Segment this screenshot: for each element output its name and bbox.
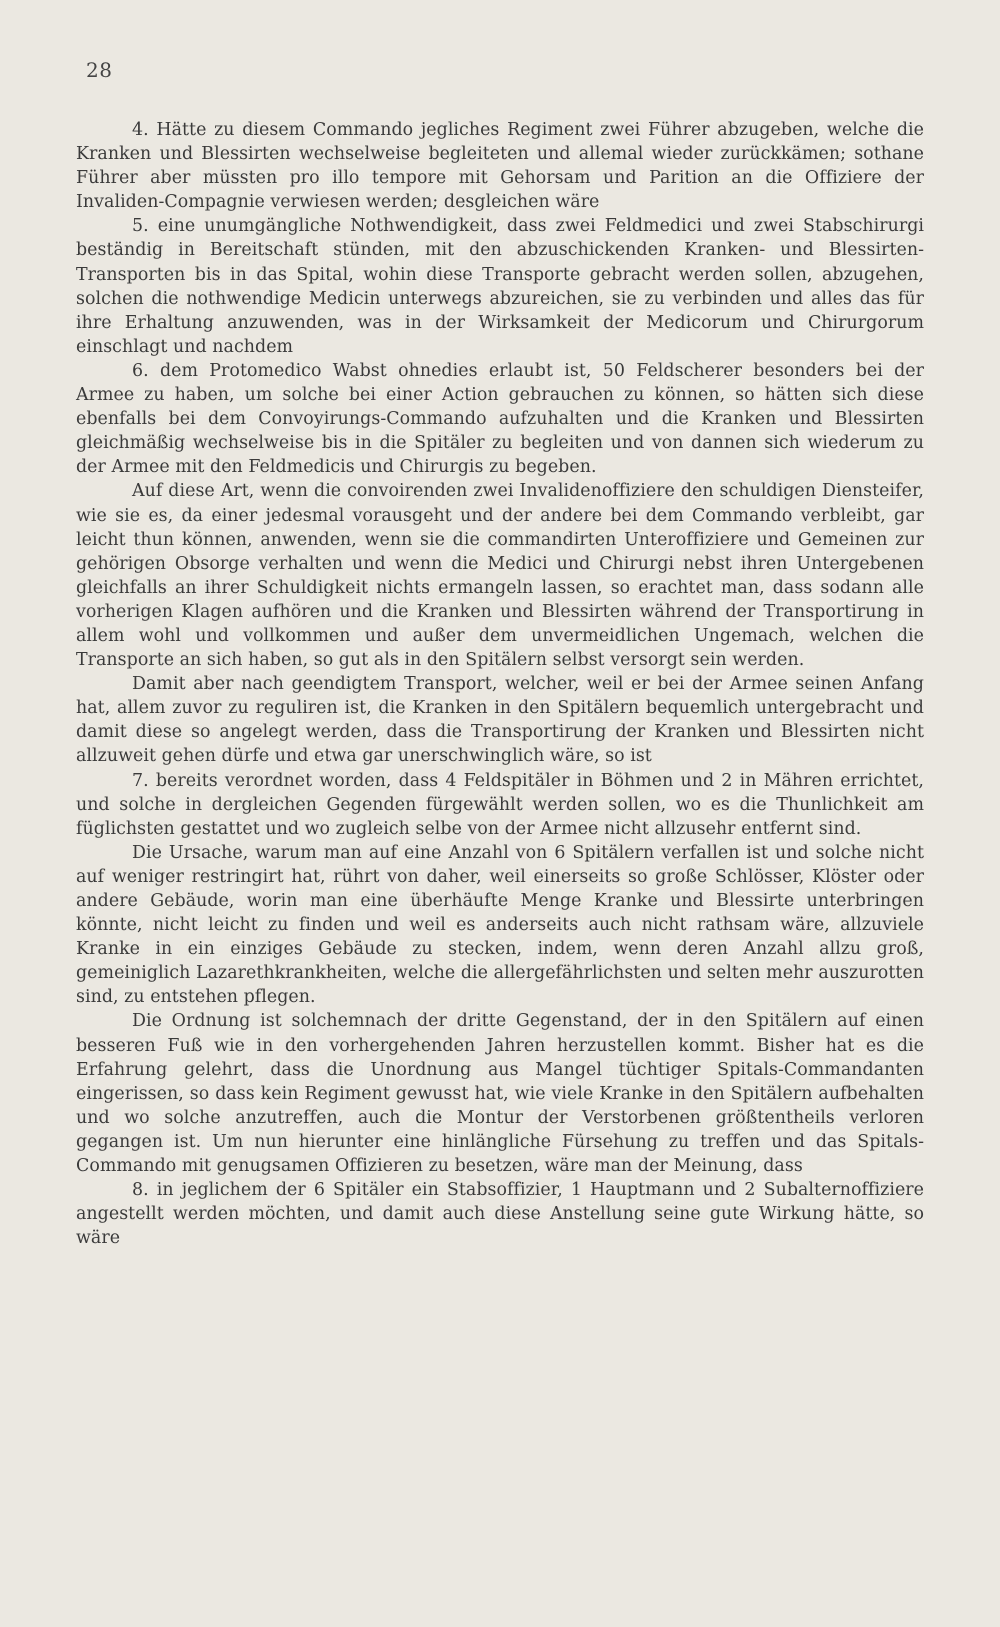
page-number: 28	[86, 58, 113, 82]
paragraph-reason: Die Ursache, warum man auf eine Anzahl von 6 Spitälern verfallen ist und solche nicht auf weniger restringirt hat, rührt von daher, weil einerseits so große Schlösser, Klöster oder andere Gebäude, worin man eine überhäufte Menge Kranke und Blessirte unterbringen könnte, nicht leicht zu finden und weil es anderseits auch nicht rathsam wäre, allzuviele Kranke in ein einziges Gebäude zu stecken, indem, wenn deren Anzahl allzu groß, gemeiniglich Lazarethkrankheiten, welche die allergefährlichsten und selten mehr auszurotten sind, zu entstehen pflegen.	[76, 842, 924, 1008]
paragraph-item-6: 6. dem Protomedico Wabst ohnedies erlaubt ist, 50 Feldscherer besonders bei der Armee zu haben, um solche bei einer Action gebrauchen zu können, so hätten sich diese ebenfalls bei dem Convoyirungs-Commando aufzuhalten und die Kranken und Blessirten gleichmäßig wechselweise bis in die Spitäler zu begleiten und von dannen sich wiederum zu der Armee mit den Feldmedicis und Chirurgis zu begeben.	[76, 360, 924, 478]
paragraph-convoy: Auf diese Art, wenn die convoirenden zwei Invalidenoffiziere den schuldigen Diensteifer, wie sie es, da einer jedesmal vorausgeht und der andere bei dem Commando verbleibt, gar leicht thun können, anwenden, wenn sie die commandirten Unteroffiziere und Gemeinen zur gehörigen Obsorge verhalten und wenn die Medici und Chirurgi nebst ihren Untergebenen gleichfalls an ihrer Schuldigkeit nichts ermangeln lassen, so erachtet man, dass sodann alle vorherigen Klagen aufhören und die Kranken und Blessirten während der Transportirung in allem wohl und vollkommen und außer dem unvermeidlichen Ungemach, welchen die Transporte an sich haben, so gut als in den Spitälern selbst versorgt sein werden.	[76, 481, 924, 671]
paragraph-item-5: 5. eine unumgängliche Nothwendigkeit, dass zwei Feldmedici und zwei Stabschirurgi beständig in Bereitschaft stünden, mit den abzuschickenden Kranken- und Blessirten-Transporten bis in das Spital, wohin diese Transporte gebracht werden sollen, abzugehen, solchen die nothwendige Medicin unterwegs abzureichen, sie zu verbinden und alles das für ihre Erhaltung anzuwenden, was in der Wirksamkeit der Medicorum und Chirurgorum einschlagt und nachdem	[76, 216, 924, 357]
paragraph-transport: Damit aber nach geendigtem Transport, welcher, weil er bei der Armee seinen Anfang hat, allem zuvor zu reguliren ist, die Kranken in den Spitälern bequemlich untergebracht und damit diese so angelegt werden, dass die Transportirung der Kranken und Blessirten nicht allzuweit gehen dürfe und etwa gar unerschwinglich wäre, so ist	[76, 674, 924, 767]
paragraph-item-4: 4. Hätte zu diesem Commando jegliches Regiment zwei Führer abzugeben, welche die Kranken und Blessirten wechselweise begleiteten und allemal wieder zurückkämen; sothane Führer aber müssten pro illo tempore mit Gehorsam und Parition an die Offiziere der Invaliden-Compagnie verwiesen werden; desgleichen wäre	[76, 120, 924, 213]
paragraph-item-8: 8. in jeglichem der 6 Spitäler ein Stabsoffizier, 1 Hauptmann und 2 Subalternoffiziere angestellt werden möchten, und damit auch diese Anstellung seine gute Wirkung hätte, so wäre	[76, 1180, 924, 1249]
paragraph-item-7: 7. bereits verordnet worden, dass 4 Feldspitäler in Böhmen und 2 in Mähren errichtet, und solche in dergleichen Gegenden fürgewählt werden sollen, wo es die Thunlichkeit am füglichsten gestattet und wo zugleich selbe von der Armee nicht allzusehr entfernt sind.	[76, 770, 924, 839]
body-text	[76, 118, 924, 1250]
paragraph-order: Die Ordnung ist solchemnach der dritte Gegenstand, der in den Spitälern auf einen besseren Fuß wie in den vorhergehenden Jahren herzustellen kommt. Bisher hat es die Erfahrung gelehrt, dass die Unordnung aus Mangel tüchtiger Spitals-Commandanten eingerissen, so dass kein Regiment gewusst hat, wie viele Kranke in den Spitälern aufbehalten und wo solche anzutreffen, auch die Montur der Verstorbenen größtentheils verloren gegangen ist. Um nun hierunter eine hinlängliche Fürsehung zu treffen und das Spitals-Commando mit genugsamen Offizieren zu besetzen, wäre man der Meinung, dass	[76, 1011, 924, 1177]
